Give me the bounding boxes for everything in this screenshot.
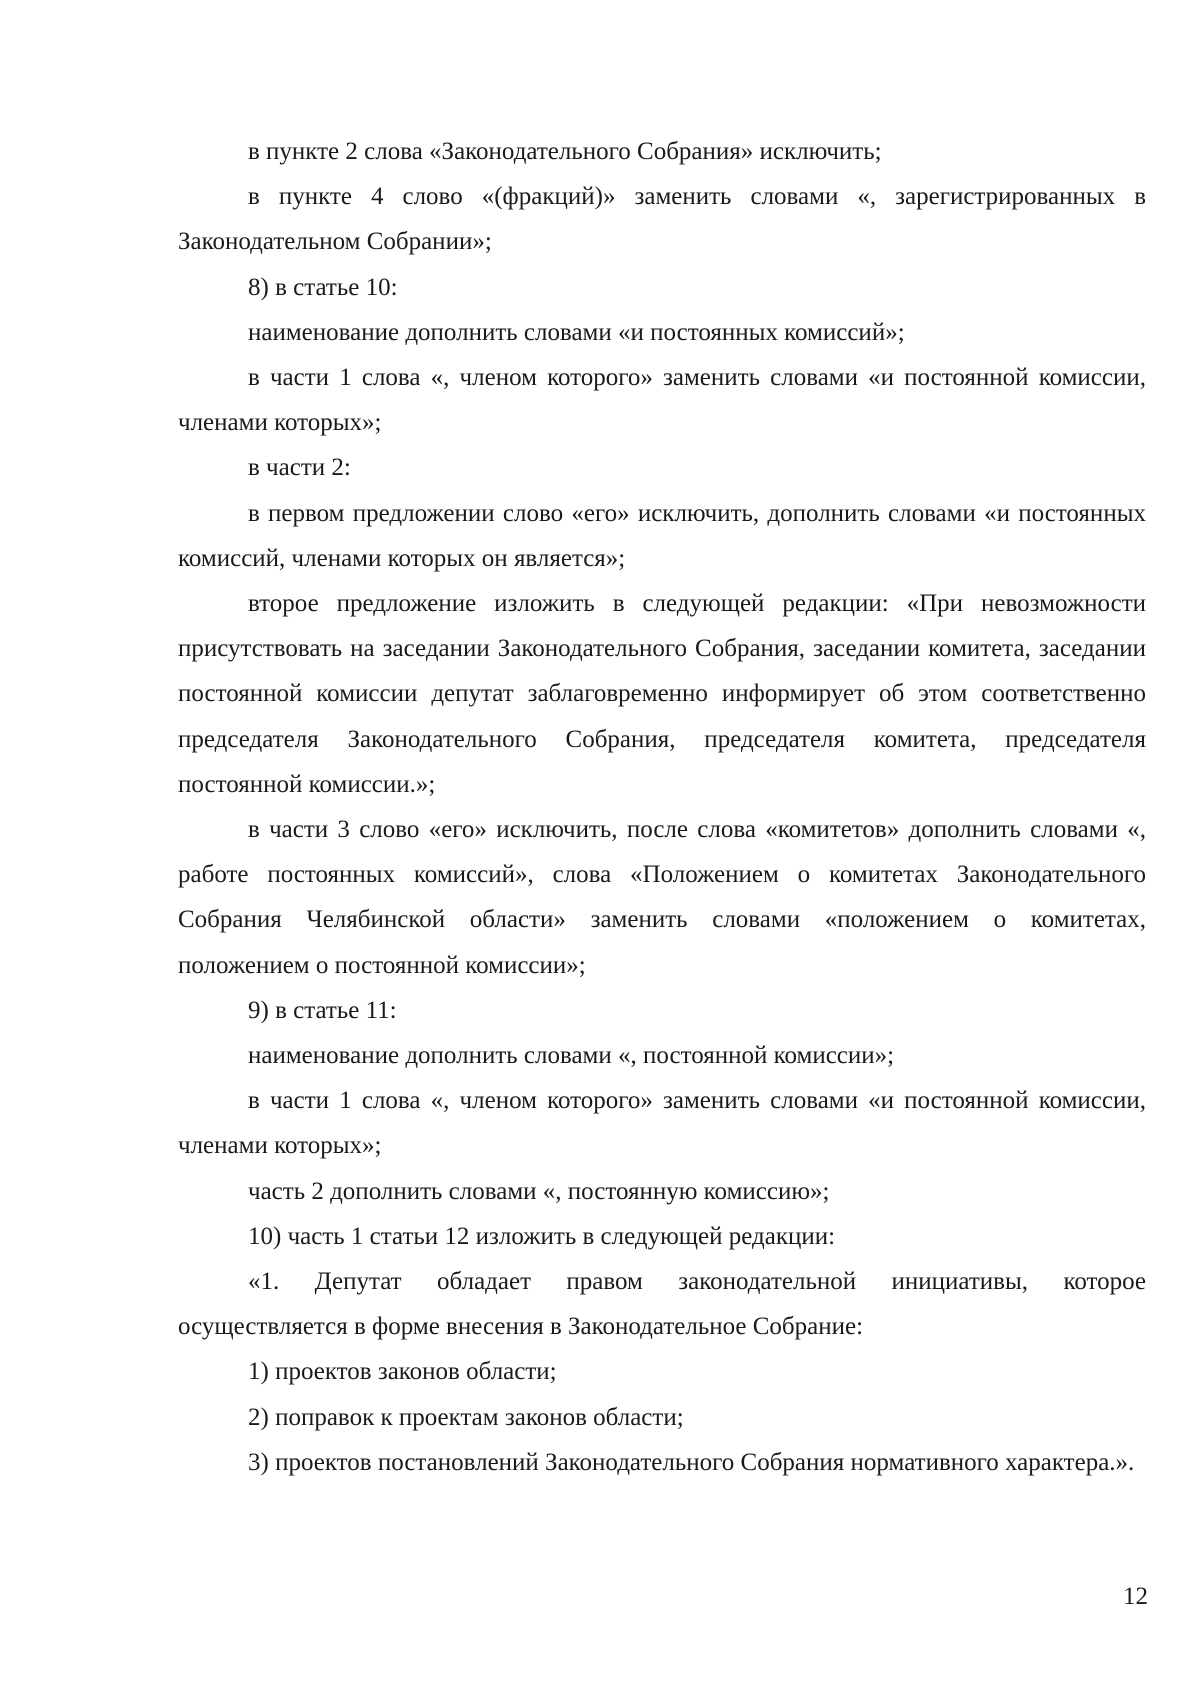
paragraph: в части 1 слова «, членом которого» заменить словами «и постоянной комиссии, членами которых»;: [178, 364, 1146, 437]
paragraph: в первом предложении слово «его» исключить, дополнить словами «и постоянных комиссий, членами которых он является»;: [178, 499, 1146, 572]
paragraph: «1. Депутат обладает правом законодательной инициативы, которое осуществляется в форме внесения в Законодательное Собрание:: [178, 1268, 1146, 1341]
paragraph: 10) часть 1 статьи 12 изложить в следующей редакции:: [248, 1222, 836, 1250]
document-body: [178, 129, 1146, 1485]
paragraph: в части 3 слово «его» исключить, после слова «комитетов» дополнить словами «, работе постоянных комиссий», слова «Положением о комитетах Законодательного Собрания Челябинской области» заменить словами «положением о комитетах, положением о постоянной комиссии»;: [178, 816, 1146, 979]
paragraph: наименование дополнить словами «и постоянных комиссий»;: [248, 318, 905, 346]
paragraph: 3) проектов постановлений Законодательного Собрания нормативного характера.».: [248, 1448, 1135, 1476]
paragraph: в пункте 2 слова «Законодательного Собрания» исключить;: [248, 138, 882, 165]
paragraph: 1) проектов законов области;: [248, 1358, 557, 1386]
paragraph: 8) в статье 10:: [248, 273, 398, 301]
paragraph: в пункте 4 слово «(фракций)» заменить словами «, зарегистрированных в Законодательном Собрании»;: [178, 183, 1146, 256]
paragraph: 2) поправок к проектам законов области;: [248, 1403, 684, 1431]
paragraph: наименование дополнить словами «, постоянной комиссии»;: [248, 1042, 895, 1070]
paragraph: 9) в статье 11:: [248, 996, 397, 1024]
paragraph: второе предложение изложить в следующей редакции: «При невозможности присутствовать на заседании Законодательного Собрания, заседании комитета, заседании постоянной комиссии депутат заблаговременно информирует об этом соответственно председателя Законодательного Собрания, председателя комитета, председателя постоянной комиссии.»;: [178, 590, 1146, 798]
paragraph: часть 2 дополнить словами «, постоянную комиссию»;: [248, 1177, 830, 1205]
paragraph: в части 2:: [248, 454, 351, 482]
paragraph: в части 1 слова «, членом которого» заменить словами «и постоянной комиссии, членами которых»;: [178, 1087, 1146, 1160]
page-number: 12: [1123, 1583, 1148, 1610]
